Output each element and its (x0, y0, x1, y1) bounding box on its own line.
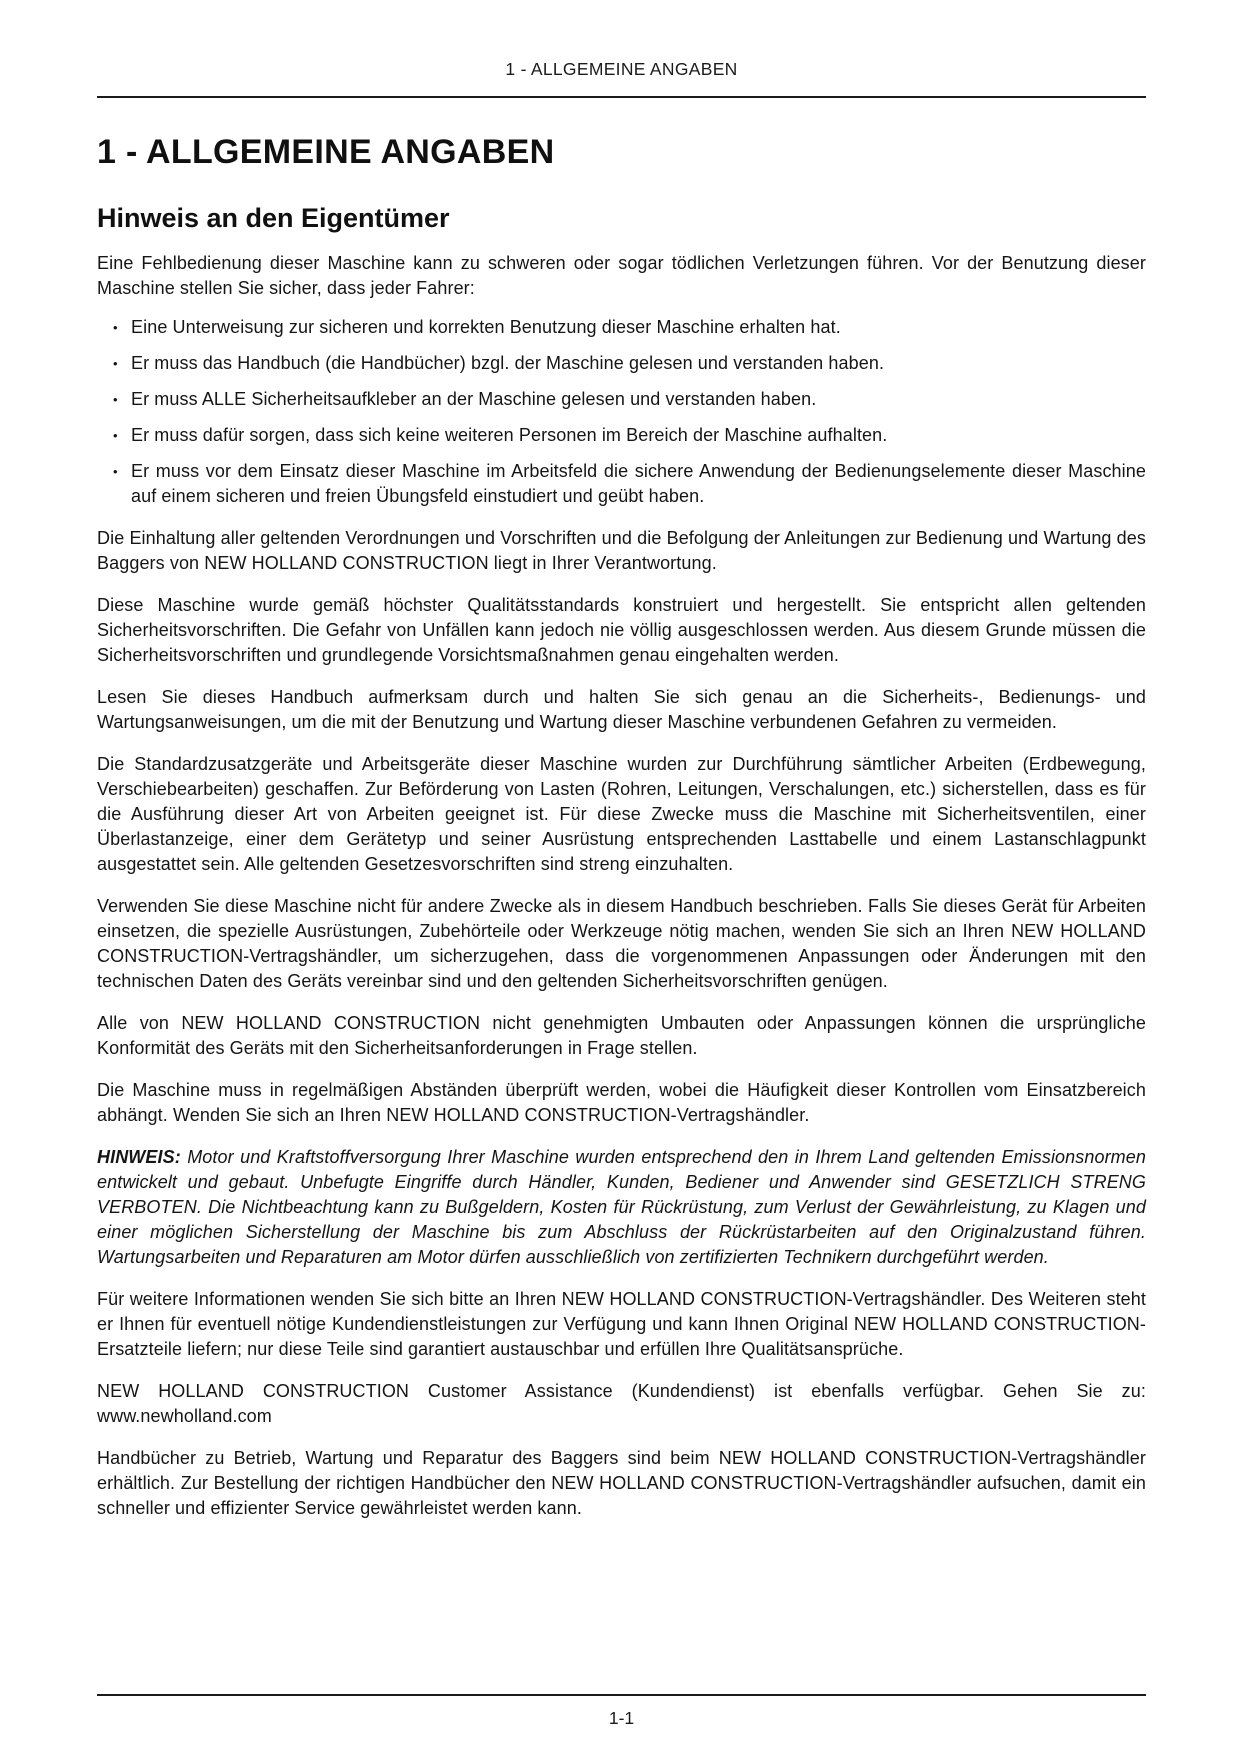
paragraph: Handbücher zu Betrieb, Wartung und Reparatur des Baggers sind beim NEW HOLLAND CONSTRUCTION-Vertragshändler erhältlich. Zur Bestellung der richtigen Handbücher den NEW HOLLAND CONSTRUCTION-Vertragshändler aufsuchen, damit ein schneller und effizienter Service gewährleistet werden kann. (97, 1448, 1146, 1518)
list-item (97, 459, 1146, 509)
paragraph: Für weitere Informationen wenden Sie sich bitte an Ihren NEW HOLLAND CONSTRUCTION-Vertragshändler. Des Weiteren steht er Ihnen für eventuell nötige Kundendienstleistungen zur Verfügung und kann Ihnen Original NEW HOLLAND CONSTRUCTION-Ersatzteile liefern; nur diese Teile sind garantiert austauschbar und erfüllen Ihre Qualitätsansprüche. (97, 1289, 1146, 1359)
page-number: 1-1 (608, 1708, 635, 1728)
header-rule (97, 96, 1146, 98)
running-header: 1 - ALLGEMEINE ANGABEN (505, 59, 738, 79)
bullet-icon: • (113, 320, 118, 335)
bullet-list (97, 315, 1146, 509)
list-item-text: Er muss ALLE Sicherheitsaufkleber an der Maschine gelesen und verstanden haben. (131, 389, 817, 409)
intro-paragraph: Eine Fehlbedienung dieser Maschine kann zu schweren oder sogar tödlichen Verletzungen führen. Vor der Benutzung dieser Maschine stellen Sie sicher, dass jeder Fahrer: (97, 253, 1146, 298)
paragraph: Verwenden Sie diese Maschine nicht für andere Zwecke als in diesem Handbuch beschrieben. Falls Sie dieses Gerät für Arbeiten einsetzen, die spezielle Ausrüstungen, Zubehörteile oder Werkzeuge nötig machen, wenden Sie sich an Ihren NEW HOLLAND CONSTRUCTION-Vertragshändler, um sicherzugehen, dass die vorgenommenen Anpassungen oder Änderungen mit den technischen Daten des Geräts vereinbar sind und den geltenden Sicherheitsvorschriften genügen. (97, 896, 1146, 991)
paragraph: Alle von NEW HOLLAND CONSTRUCTION nicht genehmigten Umbauten oder Anpassungen können die ursprüngliche Konformität des Geräts mit den Sicherheitsanforderungen in Frage stellen. (97, 1013, 1146, 1058)
list-item-text: Er muss vor dem Einsatz dieser Maschine im Arbeitsfeld die sichere Anwendung der Bedienungselemente dieser Maschine auf einem sicheren und freien Übungsfeld einstudiert und geübt haben. (131, 461, 1146, 506)
list-item (97, 315, 1146, 340)
list-item-text: Er muss das Handbuch (die Handbücher) bzgl. der Maschine gelesen und verstanden haben. (131, 353, 885, 373)
note-label: HINWEIS: (97, 1147, 181, 1167)
list-item (97, 423, 1146, 448)
list-item (97, 351, 1146, 376)
paragraph: Lesen Sie dieses Handbuch aufmerksam durch und halten Sie sich genau an die Sicherheits-, Bedienungs- und Wartungsanweisungen, um die mit der Benutzung und Wartung dieser Maschine verbundenen Gefahren zu vermeiden. (97, 687, 1146, 732)
note-text: Motor und Kraftstoffversorgung Ihrer Maschine wurden entsprechend den in Ihrem Land geltenden Emissionsnormen entwickelt und gebaut. Unbefugte Eingriffe durch Händler, Kunden, Bediener und Anwender sind GESETZLICH STRENG VERBOTEN. Die Nichtbeachtung kann zu Bußgeldern, Kosten für Rückrüstung, zum Verlust der Gewährleistung, zu Klagen und einer möglichen Sicherstellung der Maschine bis zum Abschluss der Rückrüstarbeiten auf den Originalzustand führen. Wartungsarbeiten und Reparaturen am Motor dürfen ausschließlich von zertifizierten Technikern durchgeführt werden. (97, 1147, 1146, 1267)
list-item (97, 387, 1146, 412)
list-item-text: Er muss dafür sorgen, dass sich keine weiteren Personen im Bereich der Maschine aufhalten. (131, 425, 888, 445)
bullet-icon: • (113, 428, 118, 443)
list-item-text: Eine Unterweisung zur sicheren und korrekten Benutzung dieser Maschine erhalten hat. (131, 317, 841, 337)
paragraph: Diese Maschine wurde gemäß höchster Qualitätsstandards konstruiert und hergestellt. Sie entspricht allen geltenden Sicherheitsvorschriften. Die Gefahr von Unfällen kann jedoch nie völlig ausgeschlossen werden. Aus diesem Grunde müssen die Sicherheitsvorschriften und grundlegende Vorsichtsmaßnahmen genau eingehalten werden. (97, 595, 1146, 665)
page-title: 1 - ALLGEMEINE ANGABEN (97, 133, 555, 171)
bullet-icon: • (113, 392, 118, 407)
paragraph: NEW HOLLAND CONSTRUCTION Customer Assistance (Kundendienst) ist ebenfalls verfügbar. Gehen Sie zu: www.newholland.com (97, 1381, 1146, 1426)
bullet-icon: • (113, 356, 118, 371)
paragraph: Die Maschine muss in regelmäßigen Abständen überprüft werden, wobei die Häufigkeit dieser Kontrollen vom Einsatzbereich abhängt. Wenden Sie sich an Ihren NEW HOLLAND CONSTRUCTION-Vertragshändler. (97, 1080, 1146, 1125)
note-paragraph (97, 1145, 1146, 1270)
page-content (97, 0, 1146, 1521)
page-footer (97, 1694, 1146, 1728)
paragraph: Die Einhaltung aller geltenden Verordnungen und Vorschriften und die Befolgung der Anleitungen zur Bedienung und Wartung des Baggers von NEW HOLLAND CONSTRUCTION liegt in Ihrer Verantwortung. (97, 528, 1146, 573)
footer-rule (97, 1694, 1146, 1696)
paragraph: Die Standardzusatzgeräte und Arbeitsgeräte dieser Maschine wurden zur Durchführung sämtlicher Arbeiten (Erdbewegung, Verschiebearbeiten) geschaffen. Zur Beförderung von Lasten (Rohren, Leitungen, Verschalungen, etc.) sicherstellen, dass es für die Ausführung dieser Art von Arbeiten geeignet ist. Für diese Zwecke muss die Maschine mit Sicherheitsventilen, einer Überlastanzeige, einer dem Gerätetyp und seiner Ausrüstung entsprechenden Lasttabelle und einem Lastanschlagpunkt ausgestattet sein. Alle geltenden Gesetzesvorschriften sind streng einzuhalten. (97, 754, 1146, 874)
bullet-icon: • (113, 464, 118, 479)
section-heading: Hinweis an den Eigentümer (97, 203, 450, 233)
